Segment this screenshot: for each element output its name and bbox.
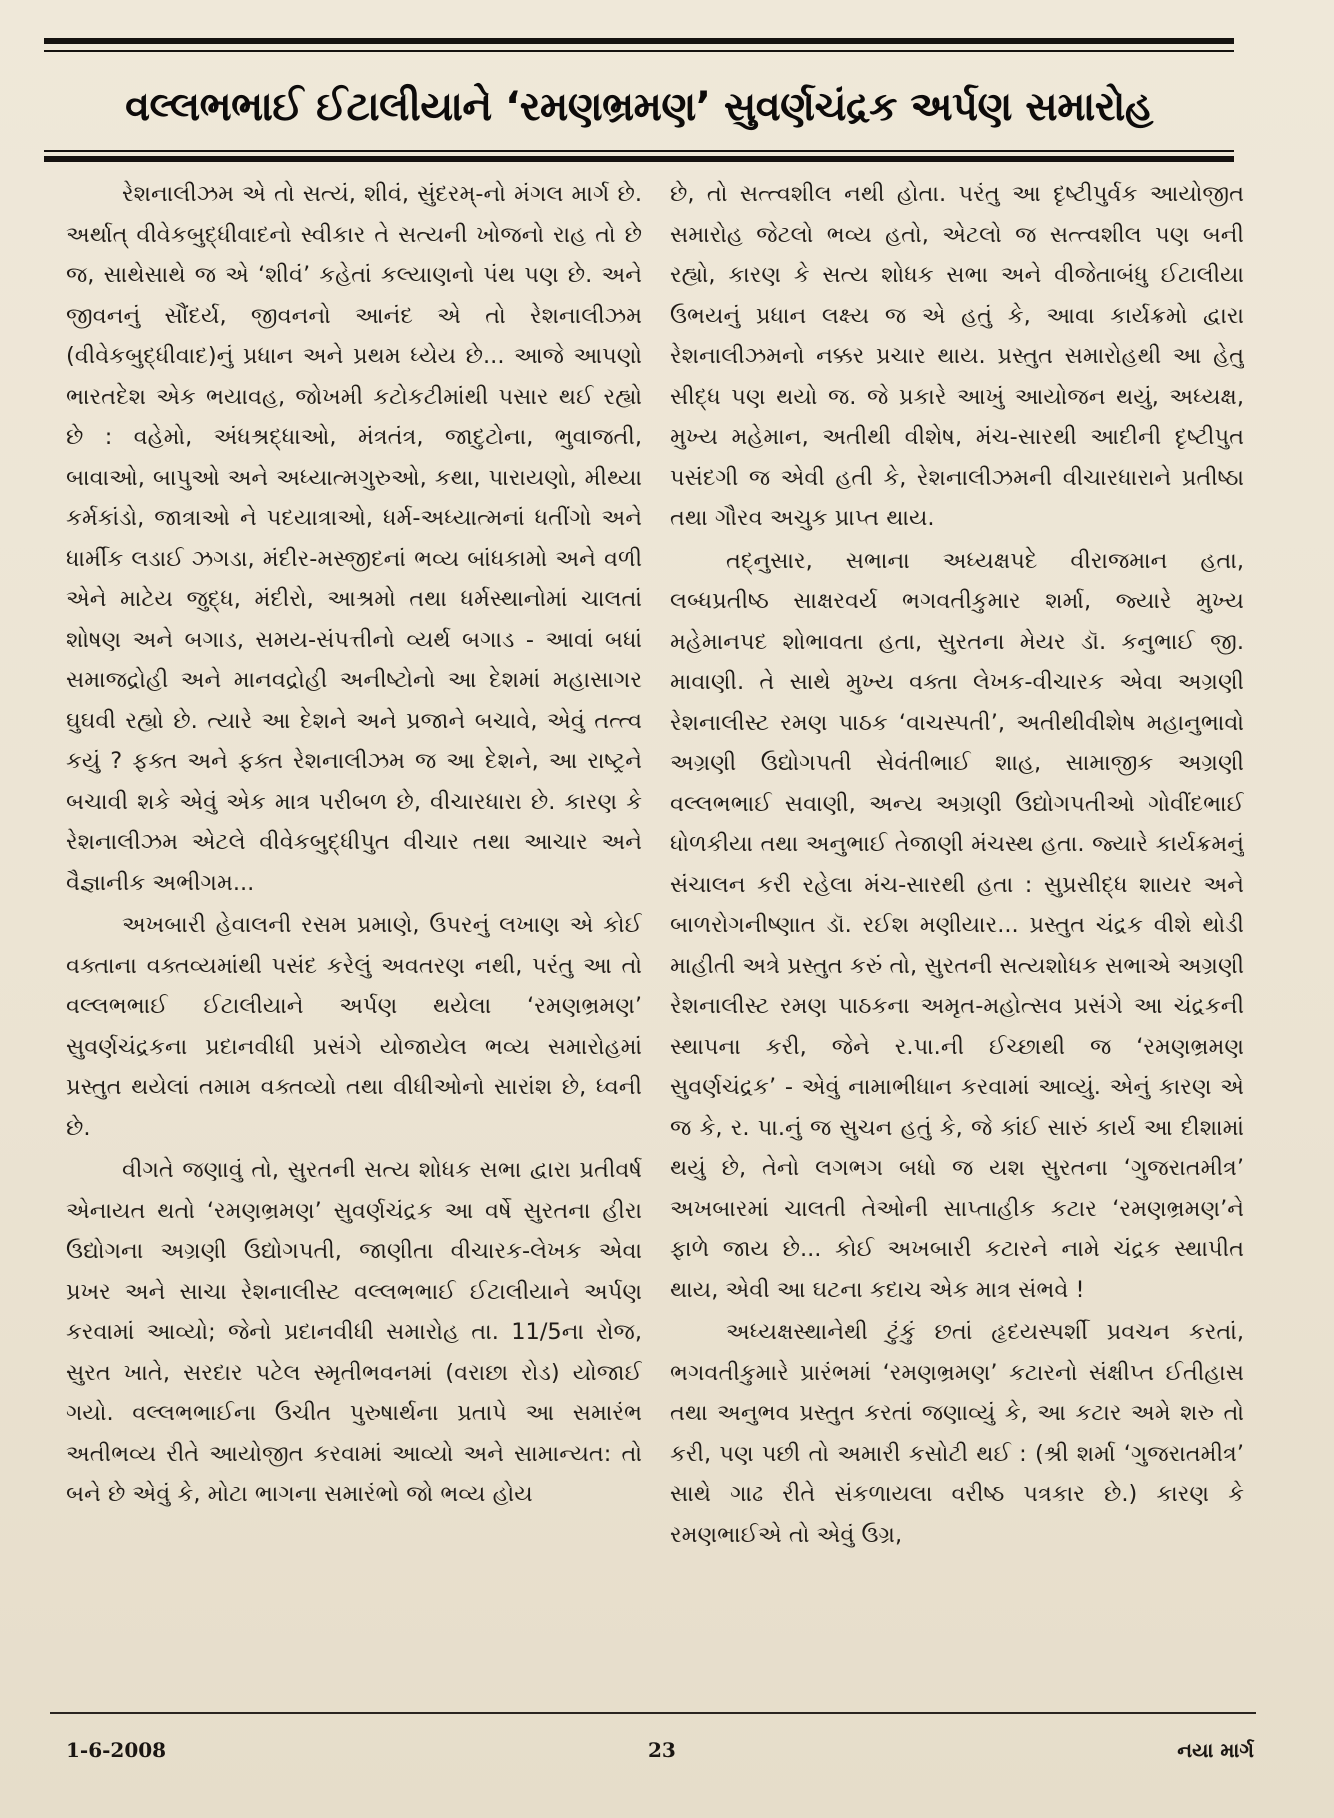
magazine-name: નયા માર્ગ <box>1177 1738 1254 1762</box>
top-rule-thick <box>44 38 1234 44</box>
page-number: 23 <box>648 1738 676 1762</box>
paragraph: તદ્નુસાર, સભાના અધ્યક્ષપદે વીરાજમાન હતા, લબ્ધપ્રતીષ્ઠ સાક્ષરવર્ય ભગવતીકુમાર શર્મા, જ્યારે મુખ્ય મહેમાનપદ શોભાવતા હતા, સુરતના મેયર ડૉ. કનુભાઈ જી. માવાણી. તે સાથે મુખ્ય વક્તા લેખક-વીચારક એવા અગ્રણી રેશનાલીસ્ટ રમણ પાઠક ‘વાચસ્પતી’, અતીથીવીશેષ મહાનુભાવો અગ્રણી ઉદ્યોગપતી સેવંતીભાઈ શાહ, સામાજીક અગ્રણી વલ્લભભાઈ સવાણી, અન્ય અગ્રણી ઉદ્યોગપતીઓ ગોવીંદભાઈ ધોળકીયા તથા અનુભાઈ તેજાણી મંચસ્થ હતા. જ્યારે કાર્યક્રમનું સંચાલન કરી રહેલા મંચ-સારથી હતા : સુપ્રસીદ્ધ શાયર અને બાળરોગનીષ્ણાત ડૉ. રઈશ મણીયાર... પ્રસ્તુત ચંદ્રક વીશે થોડી માહીતી અત્રે પ્રસ્તુત કરું તો, સુરતની સત્યશોધક સભાએ અગ્રણી રેશનાલીસ્ટ રમણ પાઠકના અમૃત-મહોત્સવ પ્રસંગે આ ચંદ્રકની સ્થાપના કરી, જેને ર.પા.ની ઈચ્છાથી જ ‘રમણભ્રમણ સુવર્ણચંદ્રક’ - એવું નામાભીધાન કરવામાં આવ્યું. એનું કારણ એ જ કે, ર. પા.નું જ સુચન હતું કે, જે કાંઈ સારું કાર્ય આ દીશામાં થયું છે, તેનો લગભગ બધો જ યશ સુરતના ‘ગુજરાતમીત્ર’ અખબારમાં ચાલતી તેઓની સાપ્તાહીક કટાર ‘રમણભ્રમણ’ને ફાળે જાય છે... કોઈ અખબારી કટારને નામે ચંદ્રક સ્થાપીત થાય, એવી આ ઘટના કદાચ એક માત્ર સંભવે ! <box>670 547 1244 1303</box>
footer-rule <box>50 1712 1256 1714</box>
paragraph: રેશનાલીઝમ એ તો સત્યં, શીવં, સુંદરમ્-નો મંગલ માર્ગ છે. અર્થાત્ વીવેકબુદ્ધીવાદનો સ્વીકાર તે સત્યની ખોજનો રાહ તો છે જ, સાથેસાથે જ એ ‘શીવં’ કહેતાં કલ્યાણનો પંથ પણ છે. અને જીવનનું સૌંદર્ય, જીવનનો આનંદ એ તો રેશનાલીઝમ (વીવેકબુદ્ધીવાદ)નું પ્રધાન અને પ્રથમ ધ્યેય છે... આજે આપણો ભારતદેશ એક ભયાવહ, જોખમી કટોકટીમાંથી પસાર થઈ રહ્યો છે : વહેમો, અંધશ્રદ્ધાઓ, મંત્રતંત્ર, જાદુટોના, ભુવાજતી, બાવાઓ, બાપુઓ અને અધ્યાત્મગુરુઓ, કથા, પારાયણો, મીથ્યા કર્મકાંડો, જાત્રાઓ ને પદયાત્રાઓ, ધર્મ-અધ્યાત્મનાં ધતીંગો અને ધાર્મીક લડાઈ ઝગડા, મંદીર-મસ્જીદનાં ભવ્ય બાંધકામો અને વળી એને માટેય જુદ્ધ, મંદીરો, આશ્રમો તથા ધર્મસ્થાનોમાં ચાલતાં શોષણ અને બગાડ, સમય-સંપત્તીનો વ્યર્થ બગાડ - આવાં બધાં સમાજદ્રોહી અને માનવદ્રોહી અનીષ્ટોનો આ દેશમાં મહાસાગર ઘુઘવી રહ્યો છે. ત્યારે આ દેશને અને પ્રજાને બચાવે, એવું તત્ત્વ કયું ? ફક્ત અને ફક્ત રેશનાલીઝમ જ આ દેશને, આ રાષ્ટ્રને બચાવી શકે એવું એક માત્ર પરીબળ છે, વીચારધારા છે. કારણ કે રેશનાલીઝમ એટલે વીવેકબુદ્ધીપુત વીચાર તથા આચાર અને વૈજ્ઞાનીક અભીગમ... <box>66 181 642 896</box>
issue-date: 1-6-2008 <box>66 1738 167 1762</box>
title-rule-thin <box>44 150 1234 152</box>
paragraph: છે, તો સત્ત્વશીલ નથી હોતા. પરંતુ આ દૃષ્ટીપુર્વક આયોજીત સમારોહ જેટલો ભવ્ય હતો, એટલો જ સત્ત્વશીલ પણ બની રહ્યો, કારણ કે સત્ય શોધક સભા અને વીજેતાબંધુ ઈટાલીયા ઉભયનું પ્રધાન લક્ષ્ય જ એ હતું કે, આવા કાર્યક્રમો દ્વારા રેશનાલીઝમનો નક્કર પ્રચાર થાય. પ્રસ્તુત સમારોહથી આ હેતુ સીદ્ધ પણ થયો જ. જે પ્રકારે આખું આયોજન થયું, અધ્યક્ષ, મુખ્ય મહેમાન, અતીથી વીશેષ, મંચ-સારથી આદીની દૃષ્ટીપુત પસંદગી જ એવી હતી કે, રેશનાલીઝમની વીચારધારાને પ્રતીષ્ઠા તથા ગૌરવ અચુક પ્રાપ્ત થાય. <box>670 181 1244 531</box>
left-column <box>66 174 642 1709</box>
paragraph: વીગતે જણાવું તો, સુરતની સત્ય શોધક સભા દ્વારા પ્રતીવર્ષ એનાયત થતો ‘રમણભ્રમણ’ સુવર્ણચંદ્રક આ વર્ષે સુરતના હીરા ઉદ્યોગના અગ્રણી ઉદ્યોગપતી, જાણીતા વીચારક-લેખક એવા પ્રખર અને સાચા રેશનાલીસ્ટ વલ્લભભાઈ ઈટાલીયાને અર્પણ કરવામાં આવ્યો; જેનો પ્રદાનવીધી સમારોહ તા. 11/5ના રોજ, સુરત ખાતે, સરદાર પટેલ સ્મૃતીભવનમાં (વરાછા રોડ) યોજાઈ ગયો. વલ્લભભાઈના ઉચીત પુરુષાર્થના પ્રતાપે આ સમારંભ અતીભવ્ય રીતે આયોજીત કરવામાં આવ્યો અને સામાન્યત: તો બને છે એવું કે, મોટા ભાગના સમારંભો જો ભવ્ય હોય <box>66 1157 642 1507</box>
paragraph: અખબારી હેવાલની રસમ પ્રમાણે, ઉપરનું લખાણ એ કોઈ વક્તાના વક્તવ્યમાંથી પસંદ કરેલું અવતરણ નથી, પરંતુ આ તો વલ્લભભાઈ ઈટાલીયાને અર્પણ થયેલા ‘રમણભ્રમણ’ સુવર્ણચંદ્રકના પ્રદાનવીધી પ્રસંગે યોજાયેલ ભવ્ય સમારોહમાં પ્રસ્તુત થયેલાં તમામ વક્તવ્યો તથા વીધીઓનો સારાંશ છે, ધ્વની છે. <box>66 912 642 1141</box>
right-column <box>670 174 1244 1709</box>
top-rule-thin <box>44 50 1234 52</box>
title-rule-thick <box>44 156 1234 162</box>
article-title: વલ્લભભાઈ ઈટાલીયાને ‘રમણભ્રમણ’ સુવર્ણચંદ્રક અર્પણ સમારોહ <box>125 84 1153 130</box>
paragraph: અધ્યક્ષસ્થાનેથી ટુંકું છતાં હૃદયસ્પર્શી પ્રવચન કરતાં, ભગવતીકુમારે પ્રારંભમાં ‘રમણભ્રમણ’ કટારનો સંક્ષીપ્ત ઈતીહાસ તથા અનુભવ પ્રસ્તુત કરતાં જણાવ્યું કે, આ કટાર અમે શરુ તો કરી, પણ પછી તો અમારી કસોટી થઈ : (શ્રી શર્મા ‘ગુજરાતમીત્ર’ સાથે ગાઢ રીતે સંકળાયલા વરીષ્ઠ પત્રકાર છે.) કારણ કે રમણભાઈએ તો એવું ઉગ્ર, <box>670 1319 1244 1548</box>
